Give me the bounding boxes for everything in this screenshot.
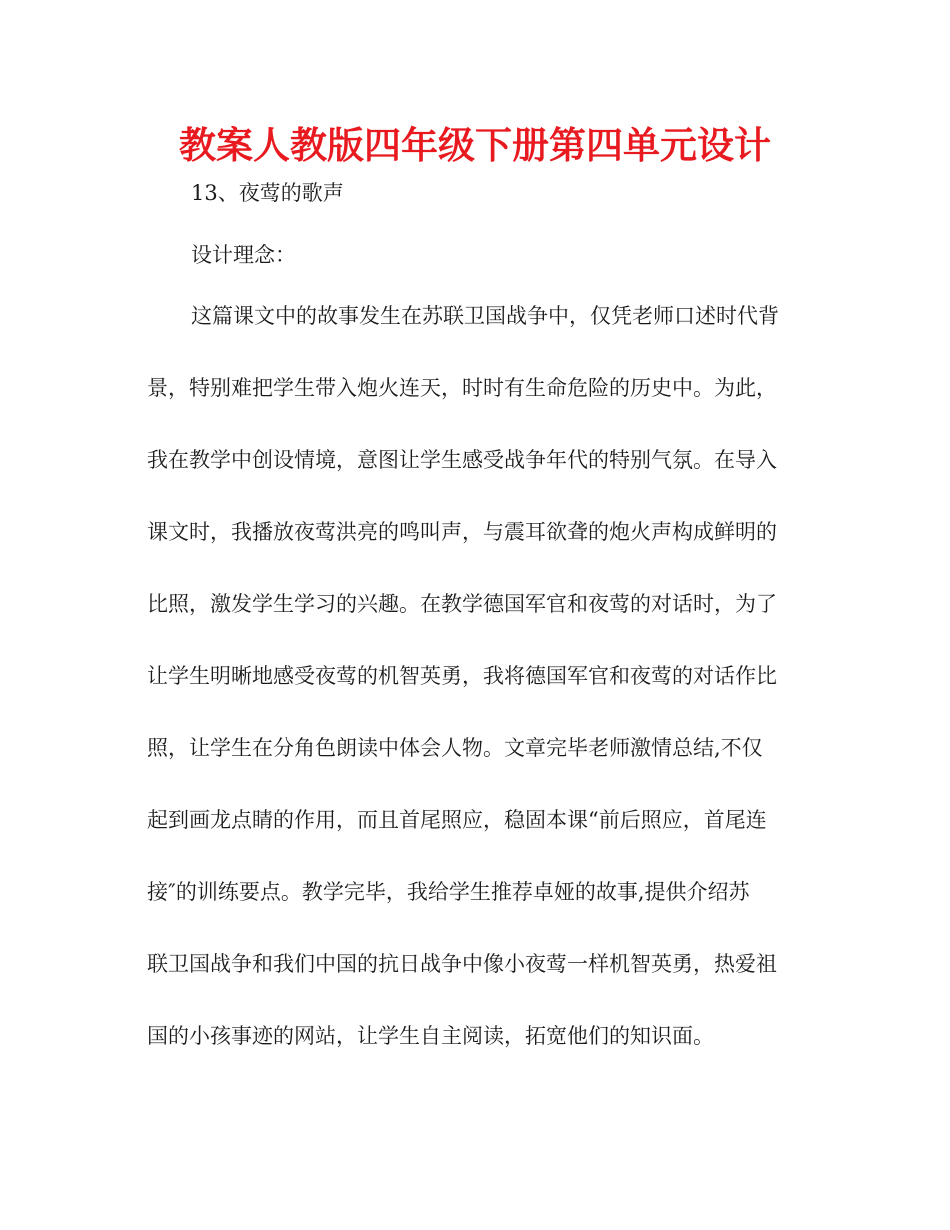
paragraph-line: 起到画龙点睛的作用，而且首尾照应，稳固本课“前后照应，首尾连 xyxy=(147,808,767,832)
document-title: 教案人教版四年级下册第四单元设计 xyxy=(179,124,771,167)
paragraph-line: 课文时，我播放夜莺洪亮的鸣叫声，与震耳欲聋的炮火声构成鲜明的 xyxy=(147,520,777,544)
lesson-title: 13、夜莺的歌声 xyxy=(191,181,344,205)
paragraph-line: 我在教学中创设情境，意图让学生感受战争年代的特别气氛。在导入 xyxy=(147,448,777,472)
paragraph-line: 比照，激发学生学习的兴趣。在教学德国军官和夜莺的对话时，为了 xyxy=(147,592,777,616)
paragraph-line: 联卫国战争和我们中国的抗日战争中像小夜莺一样机智英勇，热爱祖 xyxy=(147,952,777,976)
paragraph-line: 照，让学生在分角色朗读中体会人物。文章完毕老师激情总结,不仅 xyxy=(147,736,763,760)
paragraph-line: 这篇课文中的故事发生在苏联卫国战争中，仅凭老师口述时代背 xyxy=(191,304,779,328)
section-heading: 设计理念： xyxy=(191,243,296,267)
paragraph-line: 景，特别难把学生带入炮火连天，时时有生命危险的历史中。为此， xyxy=(147,376,777,400)
paragraph-line: 让学生明晰地感受夜莺的机智英勇，我将德国军官和夜莺的对话作比 xyxy=(147,664,777,688)
paragraph-line: 接″的训练要点。教学完毕，我给学生推荐卓娅的故事,提供介绍苏 xyxy=(147,880,750,904)
paragraph-line: 国的小孩事迹的网站，让学生自主阅读，拓宽他们的知识面。 xyxy=(147,1024,714,1048)
